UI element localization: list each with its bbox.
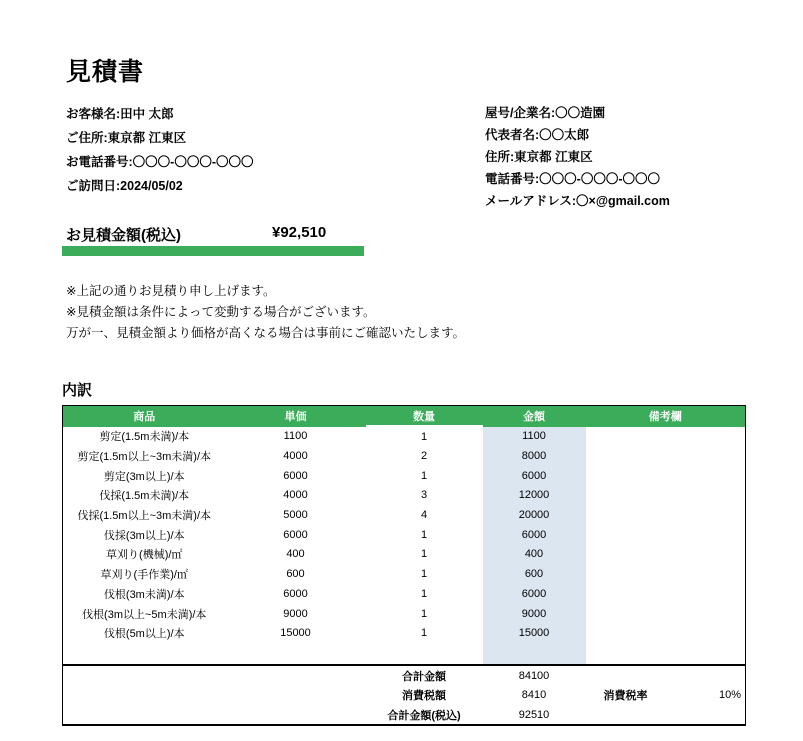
amount-cell: 400: [483, 545, 586, 565]
unit-price-cell: 400: [286, 548, 305, 561]
customer-info-block: [66, 102, 254, 198]
qty-cell: 4: [420, 509, 428, 522]
empty-row: [63, 643, 746, 665]
totals-blank-cell: [63, 685, 366, 705]
breakdown-table: [62, 405, 746, 726]
item-cell: 草刈り(機械)/㎡: [106, 549, 183, 562]
table-row: [63, 466, 746, 486]
note-cell: [586, 564, 746, 584]
unit-price-cell: 6000: [283, 469, 308, 482]
qty-cell: 2: [420, 450, 428, 463]
table-row: [63, 623, 746, 643]
amount-cell: 9000: [483, 604, 586, 624]
item-cell: 伐採(3m以上)/本: [103, 529, 185, 542]
item-cell: 伐根(3m未満)/本: [103, 588, 185, 601]
amount-cell: 15000: [483, 623, 586, 643]
table-row: [63, 505, 746, 525]
tax-rate-label: 消費税率: [603, 690, 648, 703]
note-cell: [586, 466, 746, 486]
breakdown-table-header: [63, 406, 746, 427]
item-cell: 剪定(3m以上)/本: [103, 470, 185, 483]
note-cell: [586, 604, 746, 624]
tax-rate-value: 10%: [718, 689, 741, 702]
table-row: [63, 525, 746, 545]
customer-name-line: お客様名:田中 太郎: [66, 107, 174, 121]
tax-rate-cell: [586, 685, 746, 705]
note-cell: [586, 427, 746, 447]
column-header-unit-price: 単価: [226, 406, 366, 427]
amount-cell: 8000: [483, 446, 586, 466]
grand-total-row: [63, 705, 746, 725]
subtotal-row: [63, 665, 746, 685]
visit-date-line: ご訪問日:2024/05/02: [66, 179, 183, 193]
note-cell: [586, 486, 746, 506]
unit-price-cell: 4000: [283, 489, 308, 502]
item-cell: 剪定(1.5m未満)/本: [99, 431, 190, 444]
empty-qty-cell: [366, 643, 483, 665]
subtotal-label: 合計金額: [366, 665, 483, 685]
note-cell: [586, 584, 746, 604]
amount-cell: 6000: [483, 466, 586, 486]
notes-block: [66, 281, 465, 344]
totals-blank-cell: [63, 665, 366, 685]
note-cell: [586, 545, 746, 565]
note-line: 万が一、見積金額より価格が高くなる場合は事前にご確認いたします。: [66, 326, 466, 340]
estimate-amount-row: [66, 224, 406, 244]
company-info-block: [485, 102, 670, 212]
note-cell: [586, 623, 746, 643]
tax-amount-label: 消費税額: [402, 690, 446, 703]
item-cell: 剪定(1.5m以上~3m未満)/本: [77, 451, 212, 464]
amount-cell: 600: [483, 564, 586, 584]
item-cell: 伐根(5m以上)/本: [103, 628, 185, 641]
amount-underline-bar: [62, 246, 364, 256]
qty-cell: 1: [420, 431, 428, 444]
amount-cell: 6000: [483, 584, 586, 604]
empty-unit-price-cell: [226, 643, 366, 665]
customer-phone-line: お電話番号:〇〇〇-〇〇〇-〇〇〇: [66, 155, 254, 169]
note-cell: [586, 505, 746, 525]
totals-extra-cell: [586, 665, 746, 685]
grand-total-value: 92510: [518, 708, 550, 721]
item-cell: 草刈り(手作業)/㎡: [100, 569, 188, 582]
unit-price-cell: 6000: [283, 528, 308, 541]
estimate-amount-value: ¥92,510: [272, 224, 327, 241]
document-title: 見積書: [66, 58, 145, 86]
note-cell: [586, 525, 746, 545]
grand-total-label: 合計金額(税込): [387, 709, 461, 722]
table-row: [63, 584, 746, 604]
estimate-amount-label: お見積金額(税込): [66, 227, 181, 244]
item-cell: 伐根(3m以上~5m未満)/本: [82, 608, 207, 621]
totals-section: [63, 665, 746, 725]
table-row: [63, 486, 746, 506]
qty-cell: 3: [420, 489, 428, 502]
empty-amount-cell: [483, 643, 586, 665]
qty-cell: 1: [420, 627, 428, 640]
empty-note-cell: [586, 643, 746, 665]
qty-cell: 1: [420, 528, 428, 541]
amount-cell: 6000: [483, 525, 586, 545]
customer-address-line: ご住所:東京都 江東区: [66, 131, 187, 145]
company-phone-line: 電話番号:〇〇〇-〇〇〇-〇〇〇: [485, 172, 660, 186]
note-line: ※上記の通りお見積り申し上げます。: [66, 284, 276, 298]
qty-cell: 1: [420, 568, 428, 581]
qty-cell: 1: [420, 587, 428, 600]
column-header-item: 商品: [63, 406, 226, 427]
unit-price-cell: 4000: [283, 450, 308, 463]
amount-cell: 20000: [483, 505, 586, 525]
company-address-line: 住所:東京都 江東区: [485, 150, 593, 164]
unit-price-cell: 15000: [280, 627, 311, 640]
table-row: [63, 545, 746, 565]
table-row: [63, 446, 746, 466]
column-header-amount: 金額: [483, 406, 586, 427]
tax-row: [63, 685, 746, 705]
totals-extra-cell: [586, 705, 746, 725]
amount-cell: 1100: [483, 427, 586, 447]
table-row: [63, 427, 746, 447]
table-row: [63, 564, 746, 584]
company-email-line: メールアドレス:〇×@gmail.com: [485, 194, 670, 208]
note-cell: [586, 446, 746, 466]
qty-cell: 1: [420, 607, 428, 620]
empty-item-cell: [63, 643, 226, 665]
qty-cell: 1: [420, 548, 428, 561]
company-name-line: 屋号/企業名:〇〇造園: [485, 106, 606, 120]
column-header-note: 備考欄: [586, 406, 746, 427]
note-line: ※見積金額は条件によって変動する場合がございます。: [66, 305, 376, 319]
qty-cell: 1: [420, 469, 428, 482]
unit-price-cell: 5000: [283, 509, 308, 522]
item-cell: 伐採(1.5m以上~3m未満)/本: [77, 510, 212, 523]
tax-amount-value: 8410: [521, 689, 547, 702]
unit-price-cell: 9000: [283, 607, 308, 620]
subtotal-value: 84100: [483, 665, 586, 685]
breakdown-table-body: [63, 427, 746, 644]
totals-blank-cell: [63, 705, 366, 725]
breakdown-heading: 内訳: [62, 382, 93, 399]
amount-cell: 12000: [483, 486, 586, 506]
table-row: [63, 604, 746, 624]
item-cell: 伐採(1.5m未満)/本: [99, 490, 190, 503]
unit-price-cell: 600: [286, 568, 305, 581]
unit-price-cell: 1100: [283, 430, 308, 443]
representative-line: 代表者名:〇〇太郎: [485, 128, 590, 142]
column-header-qty: 数量: [366, 406, 483, 427]
unit-price-cell: 6000: [283, 587, 308, 600]
